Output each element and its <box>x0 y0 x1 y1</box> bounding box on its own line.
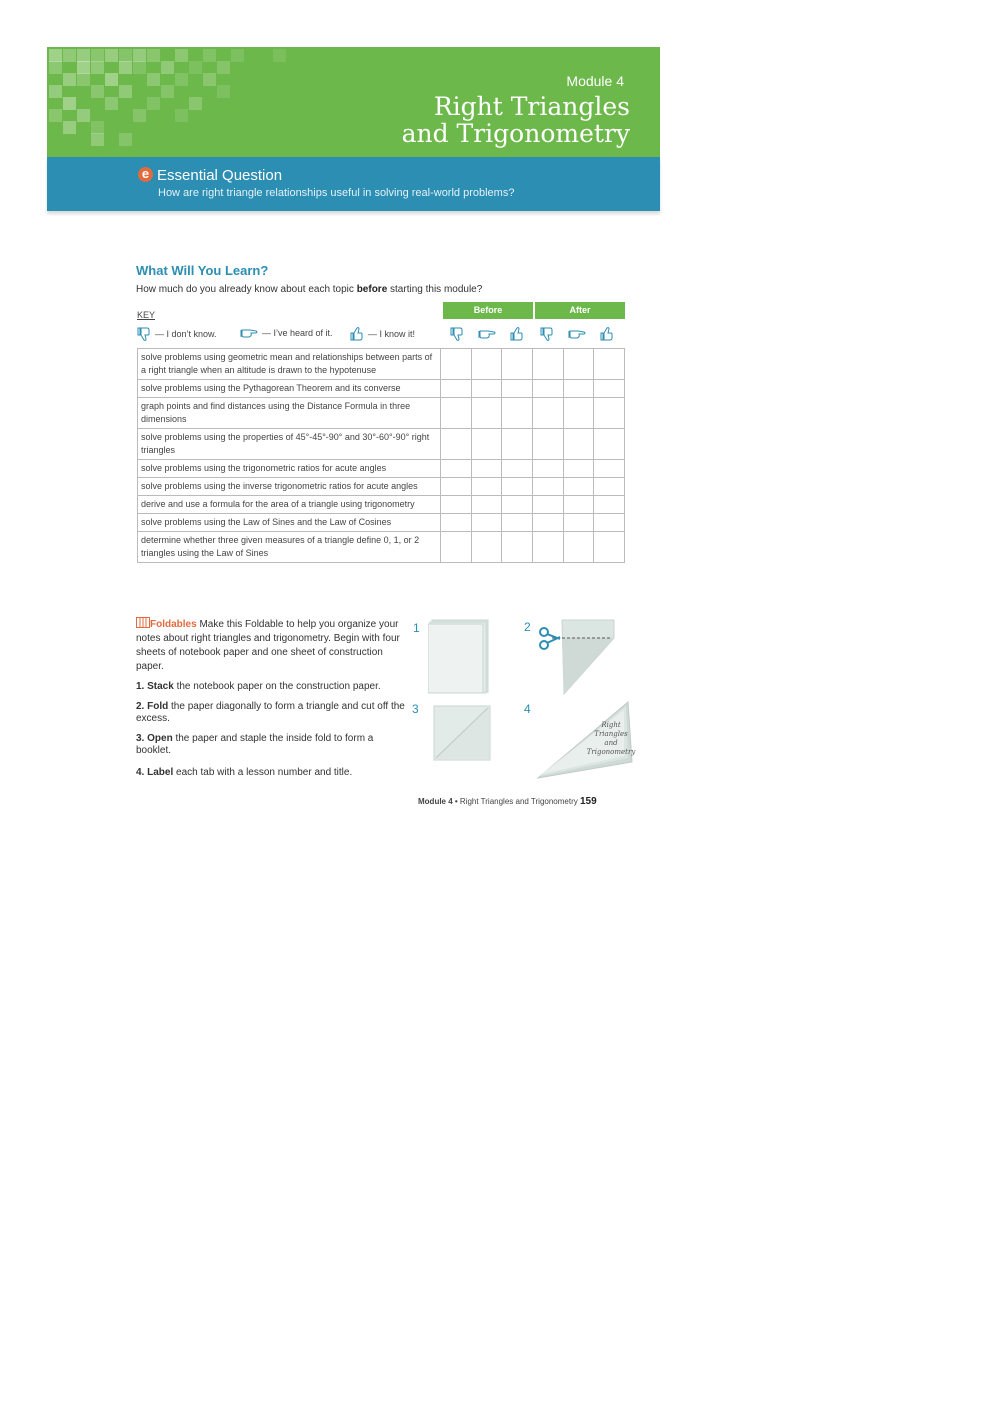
rating-checkbox-cell[interactable] <box>471 398 502 429</box>
rating-checkbox-cell[interactable] <box>471 532 502 563</box>
key-text: — I know it! <box>368 329 416 339</box>
page-number: 159 <box>580 796 597 807</box>
sideways-hand-icon <box>473 320 503 348</box>
rating-checkbox-cell[interactable] <box>471 460 502 478</box>
topic-row <box>138 398 625 429</box>
intro-text-1: How much do you already know about each topic <box>136 284 357 295</box>
step-num: 1. <box>136 681 145 692</box>
stacked-paper-illustration <box>428 618 490 694</box>
step-verb: Open <box>147 733 173 744</box>
key-know-it <box>350 326 415 342</box>
sideways-hand-icon <box>563 320 593 348</box>
rating-checkbox-cell[interactable] <box>502 514 533 532</box>
rating-checkbox-cell[interactable] <box>471 496 502 514</box>
rating-checkbox-cell[interactable] <box>471 429 502 460</box>
rating-checkbox-cell[interactable] <box>502 429 533 460</box>
rating-checkbox-cell[interactable] <box>533 349 564 380</box>
rating-checkbox-cell[interactable] <box>594 460 625 478</box>
step-num: 4. <box>136 767 145 778</box>
module-banner <box>47 47 660 157</box>
fold-step-2 <box>136 701 406 725</box>
step-verb: Stack <box>147 681 174 692</box>
booklet-line: Trigonometry <box>586 748 636 756</box>
sideways-hand-icon <box>240 326 260 340</box>
footer-sep: • <box>452 797 460 806</box>
step-text: the paper diagonally to form a triangle and cut off the excess. <box>136 701 405 724</box>
rating-checkbox-cell[interactable] <box>563 532 594 563</box>
title-line-2: and Trigonometry <box>401 119 630 148</box>
rating-checkbox-cell[interactable] <box>441 429 472 460</box>
rating-checkbox-cell[interactable] <box>502 532 533 563</box>
page-footer <box>418 796 597 807</box>
intro-text-2: starting this module? <box>387 284 483 295</box>
scissors-icon <box>540 628 560 649</box>
thumbs-up-icon <box>593 320 623 348</box>
fold-step-1 <box>136 681 406 693</box>
rating-checkbox-cell[interactable] <box>594 349 625 380</box>
topic-text: determine whether three given measures of a triangle define 0, 1, or 2 triangles using the Law of Sines <box>138 532 441 563</box>
rating-checkbox-cell[interactable] <box>533 532 564 563</box>
rating-checkbox-cell[interactable] <box>441 514 472 532</box>
topic-row <box>138 349 625 380</box>
e-icon: e <box>138 167 153 182</box>
thumbs-up-icon <box>350 326 366 342</box>
rating-checkbox-cell[interactable] <box>502 398 533 429</box>
rating-checkbox-cell[interactable] <box>533 398 564 429</box>
key-heard-of-it <box>240 326 333 340</box>
rating-checkbox-cell[interactable] <box>471 380 502 398</box>
rating-checkbox-cell[interactable] <box>594 514 625 532</box>
thumbs-up-icon <box>503 320 533 348</box>
rating-grid-header <box>443 302 625 319</box>
rating-checkbox-cell[interactable] <box>533 460 564 478</box>
rating-checkbox-cell[interactable] <box>594 380 625 398</box>
booklet-line: and <box>604 739 618 747</box>
topic-text: solve problems using the inverse trigonometric ratios for acute angles <box>138 478 441 496</box>
topic-row <box>138 514 625 532</box>
foldables-intro <box>136 617 406 674</box>
booklet-label <box>583 721 639 757</box>
rating-checkbox-cell[interactable] <box>441 380 472 398</box>
rating-checkbox-cell[interactable] <box>594 532 625 563</box>
step-text: the notebook paper on the construction paper. <box>173 681 381 692</box>
rating-checkbox-cell[interactable] <box>502 349 533 380</box>
before-header: Before <box>443 302 533 319</box>
step-num: 2. <box>136 701 145 712</box>
topic-text: solve problems using the trigonometric ratios for acute angles <box>138 460 441 478</box>
rating-checkbox-cell[interactable] <box>563 514 594 532</box>
rating-checkbox-cell[interactable] <box>502 496 533 514</box>
rating-checkbox-cell[interactable] <box>563 429 594 460</box>
section-title: What Will You Learn? <box>136 263 269 278</box>
step-text: the paper and staple the inside fold to form a booklet. <box>136 733 374 756</box>
rating-checkbox-cell[interactable] <box>594 496 625 514</box>
booklet-line: Triangles <box>594 730 628 738</box>
step-verb: Label <box>147 767 174 778</box>
footer-module: Module 4 <box>418 797 453 806</box>
rating-checkbox-cell[interactable] <box>563 380 594 398</box>
booklet-line: Right <box>601 721 621 729</box>
foldables-icon <box>136 617 150 628</box>
title-line-1: Right Triangles <box>433 92 630 121</box>
thumbs-down-icon <box>443 320 473 348</box>
key-label: KEY <box>137 310 156 320</box>
module-label: Module 4 <box>566 73 624 89</box>
section-intro <box>136 284 482 295</box>
foldables-text: Make this Foldable to help you organize your notes about right triangles and trigonometry. Begin with four sheets of notebook paper and one sheet of construction paper. <box>136 619 400 672</box>
rating-checkbox-cell[interactable] <box>502 460 533 478</box>
rating-checkbox-cell[interactable] <box>471 514 502 532</box>
topics-table <box>137 348 625 563</box>
thumbs-down-icon <box>137 326 153 342</box>
topic-row <box>138 532 625 563</box>
topic-row <box>138 496 625 514</box>
intro-bold: before <box>356 284 388 295</box>
fold-step-4 <box>136 767 406 779</box>
rating-checkbox-cell[interactable] <box>563 460 594 478</box>
fold-and-cut-illustration <box>536 618 616 696</box>
rating-checkbox-cell[interactable] <box>563 478 594 496</box>
rating-checkbox-cell[interactable] <box>533 380 564 398</box>
thumbs-down-icon <box>533 320 563 348</box>
rating-icon-row <box>443 320 625 348</box>
fold-step-3 <box>136 733 406 757</box>
rating-checkbox-cell[interactable] <box>533 496 564 514</box>
rating-checkbox-cell[interactable] <box>563 349 594 380</box>
step-verb: Fold <box>147 701 169 712</box>
key-text: — I’ve heard of it. <box>262 328 333 338</box>
figure-number-2: 2 <box>524 620 531 634</box>
rating-checkbox-cell[interactable] <box>594 429 625 460</box>
rating-checkbox-cell[interactable] <box>441 349 472 380</box>
figure-number-3: 3 <box>412 702 419 716</box>
topic-text: solve problems using the Law of Sines and the Law of Cosines <box>138 514 441 532</box>
topic-row <box>138 380 625 398</box>
rating-checkbox-cell[interactable] <box>471 349 502 380</box>
essential-question-bar <box>47 157 660 211</box>
topic-text: graph points and find distances using the Distance Formula in three dimensions <box>138 398 441 429</box>
rating-checkbox-cell[interactable] <box>533 429 564 460</box>
rating-checkbox-cell[interactable] <box>594 478 625 496</box>
after-header: After <box>535 302 625 319</box>
essential-question-text: How are right triangle relationships useful in solving real-world problems? <box>158 187 515 199</box>
topic-text: solve problems using the properties of 45°-45°-90° and 30°-60°-90° right triangles <box>138 429 441 460</box>
module-title <box>402 93 630 147</box>
rating-checkbox-cell[interactable] <box>563 398 594 429</box>
rating-checkbox-cell[interactable] <box>471 478 502 496</box>
rating-checkbox-cell[interactable] <box>502 380 533 398</box>
step-num: 3. <box>136 733 145 744</box>
topic-text: solve problems using geometric mean and relationships between parts of a right triangle when an altitude is drawn to the hypotenuse <box>138 349 441 380</box>
rating-checkbox-cell[interactable] <box>594 398 625 429</box>
rating-checkbox-cell[interactable] <box>441 478 472 496</box>
topic-text: solve problems using the Pythagorean Theorem and its converse <box>138 380 441 398</box>
opened-paper-illustration <box>432 704 492 762</box>
key-text: — I don’t know. <box>155 329 217 339</box>
rating-checkbox-cell[interactable] <box>502 478 533 496</box>
figure-number-4: 4 <box>524 702 531 716</box>
rating-checkbox-cell[interactable] <box>563 496 594 514</box>
topic-text: derive and use a formula for the area of a triangle using trigonometry <box>138 496 441 514</box>
essential-question-title: Essential Question <box>157 167 283 184</box>
footer-title: Right Triangles and Trigonometry <box>459 797 578 806</box>
rating-checkbox-cell[interactable] <box>441 460 472 478</box>
rating-checkbox-cell[interactable] <box>441 496 472 514</box>
topic-row <box>138 478 625 496</box>
rating-checkbox-cell[interactable] <box>533 478 564 496</box>
foldables-label: Foldables <box>150 619 197 630</box>
rating-checkbox-cell[interactable] <box>533 514 564 532</box>
topic-row <box>138 429 625 460</box>
topic-row <box>138 460 625 478</box>
key-dont-know <box>137 326 217 342</box>
step-text: each tab with a lesson number and title. <box>173 767 353 778</box>
figure-number-1: 1 <box>413 621 420 635</box>
rating-checkbox-cell[interactable] <box>441 398 472 429</box>
rating-checkbox-cell[interactable] <box>441 532 472 563</box>
